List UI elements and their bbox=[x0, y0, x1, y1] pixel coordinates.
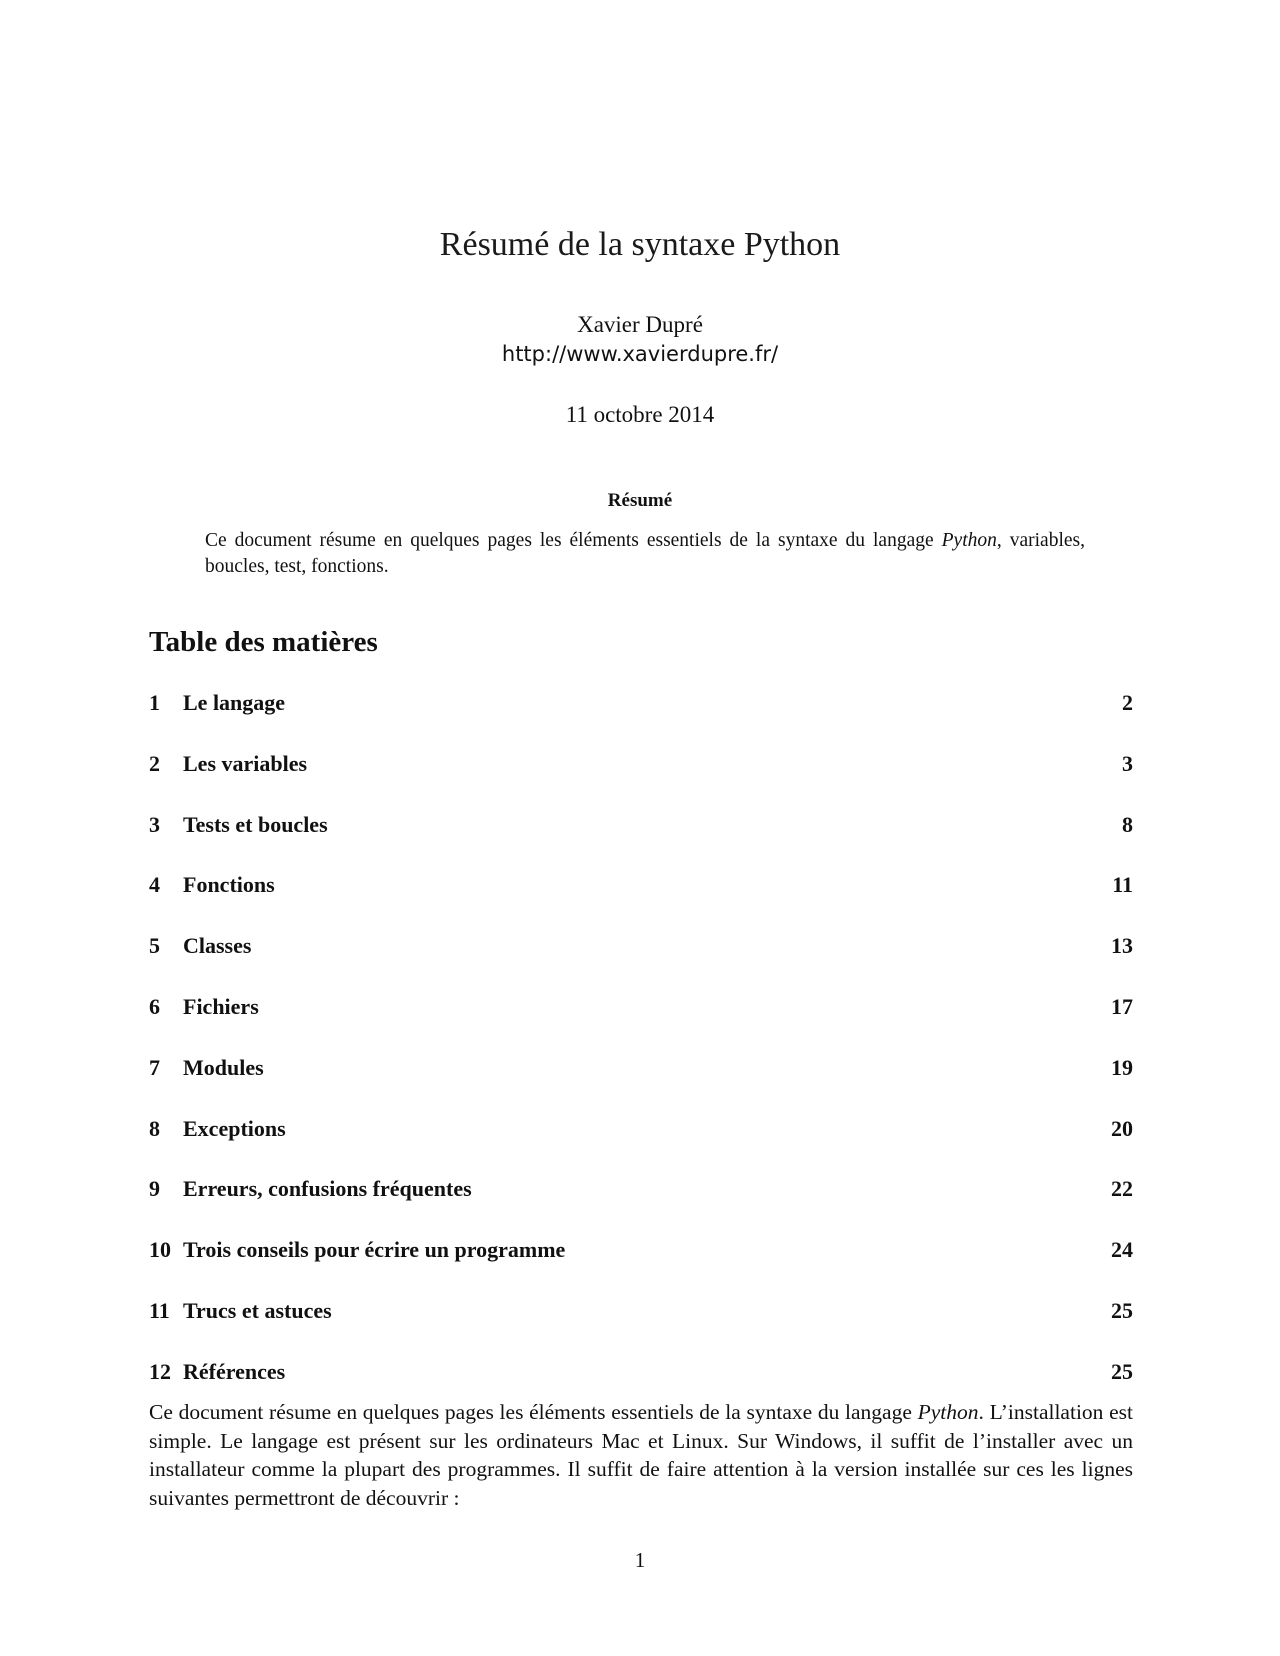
intro-text-end: . L’installation est simple. Le langage est présent sur les ordinateurs Mac et Linux. Sur Windows, il suffit de l’installer avec un installateur comme la plupart des programmes. Il suffit de faire attention à la version installée sur ces les lignes suivantes permettront de découvrir : bbox=[149, 1400, 1133, 1510]
document-date: 11 octobre 2014 bbox=[565, 402, 715, 427]
toc-entry-page: 25 bbox=[1111, 1297, 1133, 1323]
abstract-heading: Résumé bbox=[607, 490, 673, 511]
toc-entry-number: 7 bbox=[149, 1054, 160, 1080]
toc-entry-title: Exceptions bbox=[183, 1115, 286, 1141]
page-number: 1 bbox=[634, 1548, 646, 1572]
toc-entry-page: 11 bbox=[1112, 872, 1133, 898]
toc-entry-number: 2 bbox=[149, 750, 160, 776]
toc-entry-title: Modules bbox=[183, 1054, 264, 1080]
toc-entry-title: Références bbox=[183, 1358, 286, 1384]
toc-entry-number: 8 bbox=[149, 1115, 160, 1141]
table-of-contents bbox=[149, 690, 1133, 1420]
toc-entry[interactable] bbox=[149, 1237, 1133, 1298]
toc-entry[interactable] bbox=[149, 933, 1133, 994]
toc-entry-page: 13 bbox=[1111, 933, 1133, 959]
toc-entry-page: 8 bbox=[1122, 811, 1133, 837]
toc-entry[interactable] bbox=[149, 1298, 1133, 1359]
toc-entry[interactable] bbox=[149, 1116, 1133, 1177]
toc-entry-page: 20 bbox=[1111, 1115, 1133, 1141]
toc-entry-number: 4 bbox=[149, 872, 160, 898]
toc-entry[interactable] bbox=[149, 1055, 1133, 1116]
toc-entry-page: 24 bbox=[1111, 1237, 1133, 1263]
toc-entry-title: Fonctions bbox=[183, 872, 275, 898]
toc-entry-number: 11 bbox=[149, 1297, 170, 1323]
toc-entry[interactable] bbox=[149, 751, 1133, 812]
toc-entry-title: Trois conseils pour écrire un programme bbox=[183, 1237, 566, 1263]
toc-entry-title: Trucs et astuces bbox=[183, 1297, 332, 1323]
abstract-text bbox=[205, 528, 1085, 580]
toc-entry-page: 22 bbox=[1111, 1176, 1133, 1202]
document-title: Résumé de la syntaxe Python bbox=[439, 226, 841, 263]
intro-emphasis: Python bbox=[917, 1400, 979, 1424]
toc-entry-number: 9 bbox=[149, 1176, 160, 1202]
toc-entry-number: 3 bbox=[149, 811, 160, 837]
author-url[interactable]: http://www.xavierdupre.fr/ bbox=[501, 342, 779, 366]
toc-entry[interactable] bbox=[149, 1176, 1133, 1237]
toc-entry-page: 19 bbox=[1111, 1054, 1133, 1080]
toc-entry[interactable] bbox=[149, 690, 1133, 751]
toc-entry-number: 10 bbox=[149, 1237, 171, 1263]
toc-entry[interactable] bbox=[149, 872, 1133, 933]
toc-entry-number: 6 bbox=[149, 993, 160, 1019]
intro-paragraph bbox=[149, 1398, 1133, 1512]
author-name: Xavier Dupré bbox=[577, 312, 703, 337]
toc-entry[interactable] bbox=[149, 994, 1133, 1055]
toc-entry-title: Erreurs, confusions fréquentes bbox=[183, 1176, 472, 1202]
abstract-text-end: , variables, boucles, test, fonctions. bbox=[205, 530, 1085, 577]
toc-entry-title: Les variables bbox=[183, 750, 308, 776]
abstract-emphasis: Python bbox=[941, 530, 997, 551]
toc-entry-number: 5 bbox=[149, 933, 160, 959]
intro-text-start: Ce document résume en quelques pages les éléments essentiels de la syntaxe du langage bbox=[149, 1400, 918, 1424]
toc-heading: Table des matières bbox=[149, 626, 378, 658]
toc-entry-title: Tests et boucles bbox=[183, 811, 328, 837]
toc-entry-number: 12 bbox=[149, 1358, 171, 1384]
toc-entry-title: Classes bbox=[183, 933, 252, 959]
toc-entry-page: 25 bbox=[1111, 1358, 1133, 1384]
toc-entry-page: 3 bbox=[1122, 750, 1133, 776]
toc-entry-number: 1 bbox=[149, 690, 160, 715]
toc-entry-page: 17 bbox=[1111, 993, 1133, 1019]
toc-entry[interactable] bbox=[149, 812, 1133, 873]
toc-entry-page: 2 bbox=[1122, 690, 1133, 715]
abstract-text-start: Ce document résume en quelques pages les éléments essentiels de la syntaxe du langage bbox=[205, 530, 942, 551]
toc-entry-title: Fichiers bbox=[183, 993, 259, 1019]
toc-entry-title: Le langage bbox=[183, 690, 286, 715]
